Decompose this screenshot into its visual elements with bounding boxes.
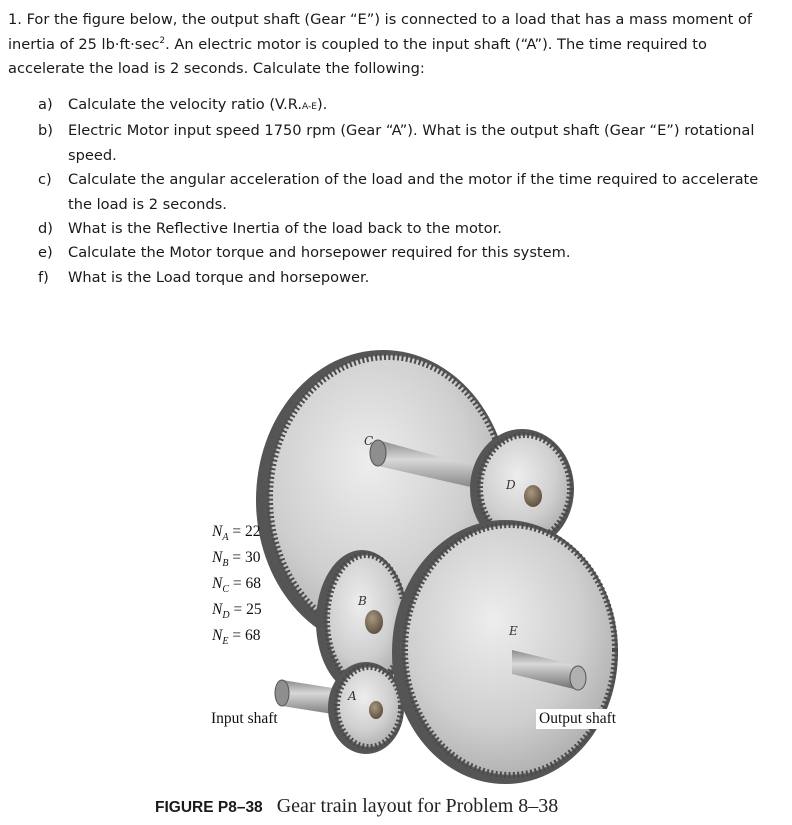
gear-train-figure (0, 290, 792, 825)
teeth-subscript: A (222, 532, 229, 544)
teeth-symbol: N (212, 627, 223, 645)
caption-label: FIGURE P8–38 (155, 799, 263, 816)
intro-text-b: . An electric motor is coupled to the input shaft (“A”). The time required to accelerate the load is 2 seconds. Calculate the following: (8, 35, 707, 77)
question-subscript: A-E (302, 102, 317, 112)
gear-train-drawing (0, 290, 792, 825)
gear-label-c: C (364, 434, 374, 448)
input-shaft-label: Input shaft (208, 709, 281, 729)
question-label: a) (38, 96, 53, 113)
teeth-symbol: N (212, 575, 223, 593)
question-text: What is the Reflective Inertia of the load back to the motor. (68, 220, 502, 238)
intro-text-a: 1. For the figure below, the output shaft (Gear “E”) is connected to a load that has a mass moment of inertia of 25 lb·ft·sec (8, 11, 753, 53)
caption-text: Gear train layout for Problem 8–38 (276, 795, 559, 817)
question-text: Calculate the Motor torque and horsepower required for this system. (68, 244, 571, 262)
question-e (38, 241, 786, 265)
teeth-symbol: N (212, 601, 223, 619)
question-label: e) (38, 244, 53, 262)
gear-a (328, 662, 404, 754)
question-list (38, 93, 786, 290)
question-text-a: Calculate the velocity ratio (V.R. (68, 96, 303, 113)
question-label: f) (38, 268, 49, 286)
question-f (38, 266, 786, 290)
teeth-count-e: $N_E = 68$ (212, 627, 261, 648)
teeth-count-b: $N_B = 30$ (212, 549, 261, 570)
question-text-b: ). (316, 96, 328, 113)
teeth-count-a: $N_A = 22$ (212, 523, 261, 544)
teeth-symbol: N (212, 523, 223, 540)
teeth-count-c: $N_C = 68$ (212, 575, 262, 596)
teeth-value: 68 (244, 627, 261, 645)
teeth-value: 68 (245, 575, 262, 593)
question-text: What is the Load torque and horsepower. (68, 268, 370, 286)
question-text (68, 93, 786, 119)
figure-caption (155, 795, 558, 818)
problem-statement (8, 8, 788, 82)
teeth-subscript: C (222, 584, 230, 596)
gear-e (392, 520, 618, 784)
teeth-count-d: $N_D = 25$ (212, 601, 262, 622)
teeth-value: 30 (244, 549, 261, 567)
question-text: Calculate the angular acceleration of the load and the motor if the time required to accelerate the load is 2 seconds. (68, 171, 759, 213)
question-text: Electric Motor input speed 1750 rpm (Gear “A”). What is the output shaft (Gear “E”) rotational speed. (68, 122, 755, 164)
gear-label-a: A (348, 689, 357, 703)
teeth-symbol: N (212, 549, 223, 567)
teeth-subscript: E (222, 636, 229, 648)
output-shaft-label: Output shaft (536, 709, 619, 729)
teeth-count-list (212, 522, 262, 652)
gear-label-b: B (358, 594, 367, 608)
question-label: b) (38, 122, 53, 140)
gear-label-e: E (509, 624, 518, 638)
question-c (38, 168, 786, 217)
gear-label-d: D (506, 478, 516, 492)
question-b (38, 119, 786, 168)
question-label: c) (38, 171, 52, 189)
teeth-subscript: D (222, 610, 230, 622)
intro-superscript: 2 (159, 35, 166, 46)
question-label: d) (38, 220, 53, 238)
teeth-subscript: B (222, 558, 229, 570)
question-a (38, 93, 786, 119)
teeth-value: 25 (246, 601, 262, 619)
teeth-value: 22 (244, 523, 261, 540)
question-d (38, 217, 786, 241)
